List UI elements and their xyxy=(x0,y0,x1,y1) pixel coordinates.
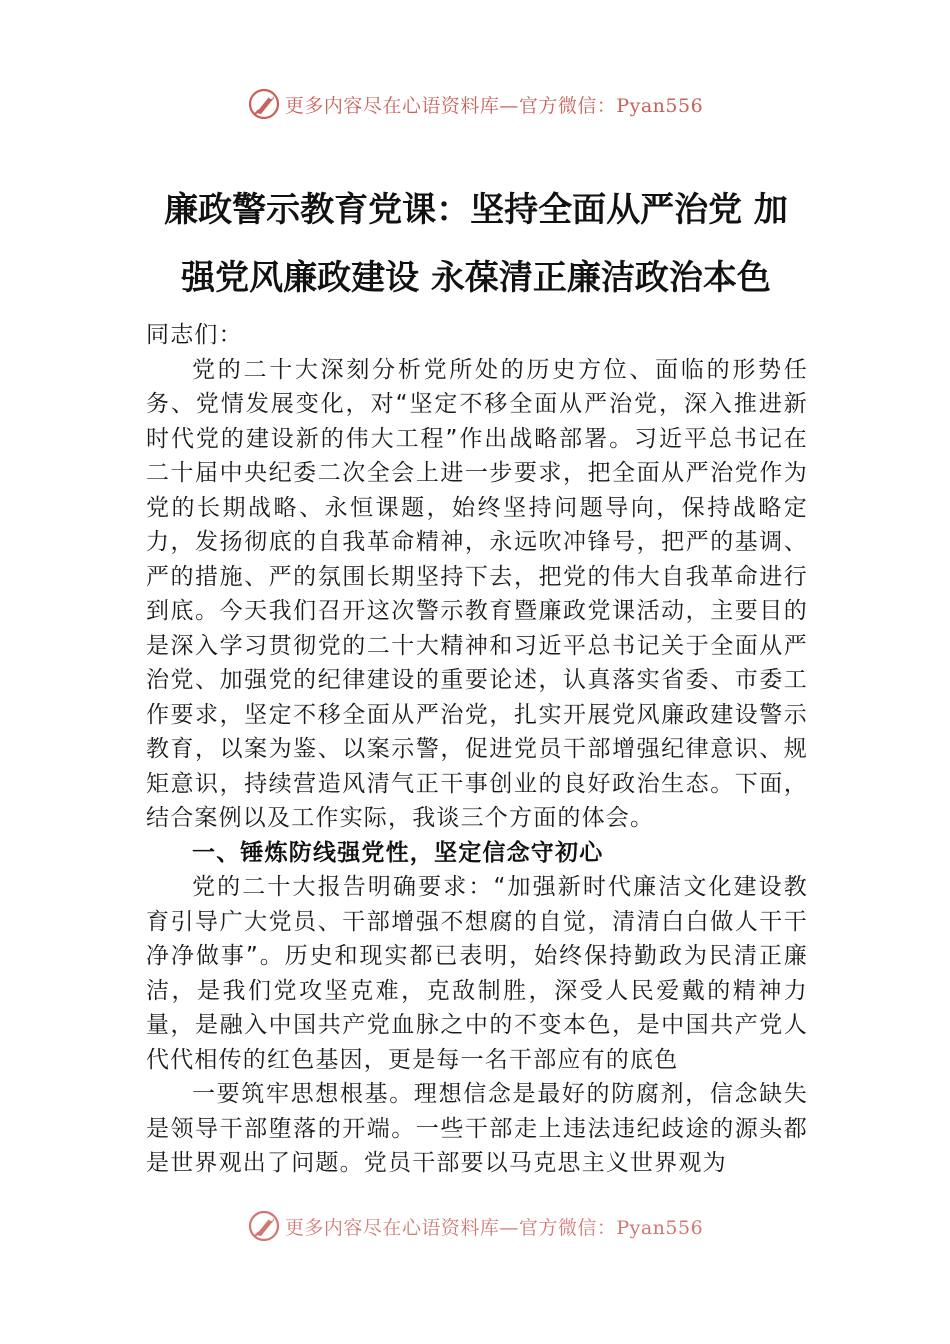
paragraph-section1: 党的二十大报告明确要求：“加强新时代廉洁文化建设教育引导广大党员、干部增强不想腐的自觉，清清白白做人干干净净做事”。历史和现实都已表明，始终保持勤政为民清正廉洁，是我们党攻坚克难，克敌制胜，深受人民爱戴的精神力量，是融入中国共产党血脉之中的不变本色，是中国共产党人代代相传的红色基因，更是每一名干部应有的底色 xyxy=(146,874,808,1073)
section-heading-1: 一、锤炼防线强党性，坚定信念守初心 xyxy=(192,839,604,866)
paragraph-point1: 一要筑牢思想根基。理想信念是最好的防腐剂，信念缺失是领导干部堕落的开端。一些干部走上违法违纪歧途的源头都是世界观出了问题。党员干部要以马克思主义世界观为 xyxy=(146,1081,808,1176)
document-title-line-2: 强党风廉政建设 永葆清正廉洁政治本色 xyxy=(181,258,771,298)
document-body xyxy=(146,318,808,1181)
watermark-footer xyxy=(0,1206,950,1246)
paragraph-intro: 党的二十大深刻分析党所处的历史方位、面临的形势任务、党情发展变化，对“坚定不移全面从严治党，深入推进新时代党的建设新的伟大工程”作出战略部署。习近平总书记在二十届中央纪委二次全会上进一步要求，把全面从严治党作为党的长期战略、永恒课题，始终坚持问题导向，保持战略定力，发扬彻底的自我革命精神，永远吹冲锋号，把严的基调、严的措施、严的氛围长期坚持下去，把党的伟大自我革命进行到底。今天我们召开这次警示教育暨廉政党课活动，主要目的是深入学习贯彻党的二十大精神和习近平总书记关于全面从严治党、加强党的纪律建设的重要论述，认真落实省委、市委工作要求，坚定不移全面从严治党，扎实开展党风廉政建设警示教育，以案为鉴、以案示警，促进党员干部增强纪律意识、规矩意识，持续营造风清气正干事创业的良好政治生态。下面，结合案例以及工作实际，我谈三个方面的体会。 xyxy=(146,356,808,831)
watermark-text: 更多内容尽在心语资料库—官方微信：Pyan556 xyxy=(284,1216,704,1239)
watermark-header xyxy=(0,84,950,124)
pen-nib-logo-icon xyxy=(247,87,281,121)
watermark-text: 更多内容尽在心语资料库—官方微信：Pyan556 xyxy=(284,94,704,117)
salutation: 同志们： xyxy=(146,322,243,348)
document-title-line-1: 廉政警示教育党课：坚持全面从严治党 加 xyxy=(164,190,788,230)
pen-nib-logo-icon xyxy=(247,1209,281,1243)
